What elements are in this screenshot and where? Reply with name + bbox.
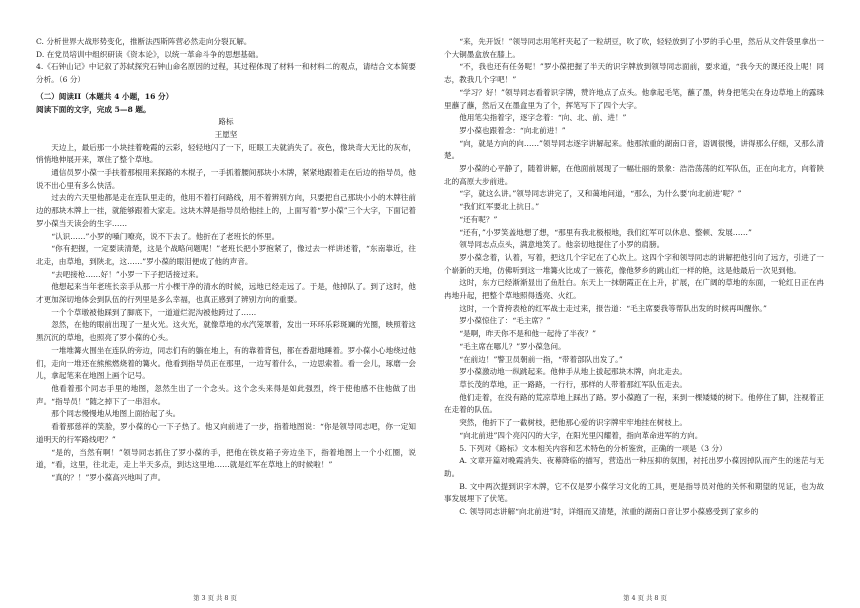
- story-paragraph: 这时，一个背挎表枪的红军战士走过来，报告道：“毛主席要我等帮队出发的时候再叫醒你。”: [459, 303, 767, 313]
- story-paragraph: 他用笔尖指着字，逐字念着：“向、北、前、进！”: [459, 113, 627, 123]
- question-option: D. 在党员培训中组织研读《资本论》，以统一革命斗争的思想基础。: [36, 49, 264, 59]
- story-paragraph: “毛主席在哪儿？”罗小葆急问。: [459, 341, 566, 351]
- story-paragraph: “字，就这么讲。”领导同志讲完了，又和蔼地问道，“那么，为什么要‘向北前进’呢？”: [459, 189, 742, 199]
- story-paragraph: “在前边！”警卫员朝前一指，“带着部队出发了。”: [459, 354, 623, 364]
- story-paragraph: A. 文章开篇对晚霞消失、夜幕降临的描写，营造出一种压抑的氛围，衬托出罗小葆因掉队而产生的迷茫与无助。: [444, 456, 824, 478]
- story-paragraph: 这时，东方已经渐渐显出了鱼肚白。东天上一抹朝霞正在上升，扩展，在广阔的草地的东面，一轮红日正在冉冉地升起，把整个草地照得透亮、火红。: [444, 278, 824, 301]
- story-paragraph: 5. 下列对《路标》文本相关内容和艺术特色的分析鉴赏，正确的一项是（3 分）: [459, 443, 727, 453]
- story-body-left: [36, 142, 416, 485]
- story-body-right: [444, 36, 824, 519]
- story-paragraph: 天边上，最后那一小块挂着晚霞的云彩，轻轻地闪了一下，旺眼工夫就消失了。夜色，像块奇大无比的灰布，悄悄地伸展开来，罩住了整个草地。: [36, 142, 416, 165]
- story-paragraph: 一堆堆篝火围坐在连队的旁边，同志们有的躺在地上，有的靠着背包，都在香甜地睡着。罗小葆小心地绕过他们，走向一堆还在熊熊燃烧着的篝火。他看到指导员正在那里，一边写着什么，一边思索着。看一会儿，琢磨一会儿，拿起笔来在地图上画个记号。: [36, 345, 416, 381]
- story-paragraph: 草长茂的草地，正一路路，一行行，那样的人带着那红军队伍走去。: [459, 379, 687, 389]
- page-footer-right: 第 4 页 共 8 页: [623, 594, 667, 602]
- story-paragraph: “还有，”小罗笑盖地想了想，“那里有我北极根地，我们红军可以休息、整顿、发展……”: [459, 227, 752, 237]
- story-paragraph: 罗小葆惊住了：“毛主席？”: [459, 316, 551, 326]
- story-title: 路标: [218, 117, 234, 127]
- story-paragraph: “学习？好！”领导同志看着识字牌，赞许地点了点头。他拿起毛笔，蘸了墨，转身把笔尖在身边草地上的露珠里蘸了蘸，然后又在墨盒里为了个，挥笔写下了四个大字。: [444, 87, 824, 110]
- right-page: [430, 0, 860, 608]
- story-paragraph: B. 文中两次提到识字木牌，它不仅是罗小葆学习文化的工具，更是指导员对他的关怀和期望的见证，也为故事发展埋下了伏笔。: [444, 481, 824, 504]
- story-paragraph: “向，就是方向的向……”领导同志逐字讲解起来。他那浓重的湖南口音，语调很慢，讲得那么仔细，又那么清楚。: [444, 138, 824, 161]
- story-paragraph: “真的？！”罗小葆高兴地叫了声。: [51, 472, 166, 482]
- story-paragraph: 领导同志点点头，满意地笑了。他亲切地提住了小罗的肩膀。: [459, 240, 665, 250]
- story-paragraph: 他看着那个同志手里的地图，忽然生出了一个念头。这个念头来得是如此强烈，终于使他感不住他做了出声。“指导员！”随之掉下了一串泪水。: [36, 383, 416, 406]
- story-paragraph: 忽然，在他的眼前出现了一星火光。这火光，就像草地的水汽笼罩着，发出一环环乐彩斑斓的光圈，映照着这黑沉沉的草地，也照亮了罗小葆的心头。: [36, 320, 416, 343]
- story-paragraph: C. 领导同志讲解“向北前进”时，详细而又清楚，浓重的湖南口音让罗小葆感受到了家乡的: [459, 507, 759, 517]
- section-heading: （二）阅读II（本题共 4 小题，16 分）: [36, 91, 174, 101]
- story-paragraph: 突然，他折下了一截树枝，把他那心爱的识字牌牢牢地挂在树枝上。: [459, 418, 687, 428]
- story-paragraph: 他想起来当年老班长亲手从那一片小棵干净的清水的时候，远地已经走远了。于是，他掉队了。到了这时，他才更加深切地体会到队伍的行列里是多么幸福，也真正感到了辨别方向的重要。: [36, 282, 416, 305]
- story-paragraph: 过去的六天里他都是走在连队里走的，他用不着打问路线，用不着辨别方向，只要把自己那块小小的木牌往前边的那块木牌上一挂，就能够跟着大家走。这块木牌是指导员给他挂上的，上面写着“罗小葆”三个大字，下面记着罗小葆当天读会的生字……: [36, 193, 416, 228]
- story-paragraph: 通信员罗小葆一手扶着那根用来探路的木棍子，一手抓着腰间那块小木牌，紧紧地跟着走在后边的指导员，他说不出心里有多么快活。: [36, 168, 416, 190]
- story-paragraph: “来，先开饭！”领导同志用笔杆夹起了一粒胡豆，吹了吹，轻轻放到了小罗的手心里，然后从文件袋里拿出一个大铜墨盒放在膝上。: [444, 37, 824, 59]
- story-author: 王愿坚: [214, 129, 238, 139]
- story-paragraph: 罗小葆念着，认着，写着，把这几个字记在了心坎上。这四个字和领导同志的讲解把他引向了远方，引进了一个崭新的天地，仿佛听到这一堆篝火比成了一簇花，像他梦乡的跳山红一样的艳，这是他最后一次见到他。: [444, 252, 824, 275]
- story-paragraph: 他们走着，在没有路的荒凉草地上踩出了路。罗小葆跑了一程，来到一棵矮矮的树下。他停住了脚，注视着正在走着的队伍。: [444, 392, 824, 415]
- question-option: 4.《石钟山记》中记叙了苏轼探究石钟山命名原因的过程，其过程体现了材料一和材料二的观点，请结合文本简要分析。（6 分）: [36, 62, 416, 85]
- reading-instruction: 阅读下面的文字，完成 5—8 题。: [36, 104, 151, 114]
- story-paragraph: “去吧接枪……好！”小罗一下子把话接过来。: [51, 269, 204, 279]
- story-paragraph: “还有呢？”: [459, 214, 498, 224]
- story-paragraph: “我们红军要北上抗日。”: [459, 202, 540, 212]
- story-paragraph: 一个个草墩被他踩到了脚底下，一道道烂泥沟被他跨过了……: [51, 307, 257, 317]
- story-paragraph: 罗小葆激动地一纵跳起来。他伸手从地上拔起那块木牌，向北走去。: [459, 367, 687, 377]
- story-paragraph: 罗小葆的心平静了，随着讲解，在他面前展现了一幅壮丽的景象：浩浩荡荡的红军队伍，正在向北方，向着陕北的高原大步前进。: [444, 164, 824, 186]
- page-footer-left: 第 3 页 共 8 页: [193, 594, 237, 602]
- story-paragraph: 那个同志慢慢地从地图上面抬起了头。: [51, 409, 181, 419]
- story-paragraph: “认识……”小罗的嗓门嘹亮，说不下去了。他折在了老班长的怀里。: [51, 231, 280, 241]
- story-paragraph: “你有把握，一定要读清楚，这是个战略问题呢！”老班长把小罗抱紧了，像过去一样讲述着，“东南靠近，往北走，由草地，到陕北，这……”罗小葆的眼泪便成了他的声音。: [36, 244, 416, 266]
- story-paragraph: “向北前进”四个亮闪闪的大字，在阳光里闪耀着，指向革命进军的方向。: [459, 430, 703, 440]
- story-paragraph: 罗小葆也跟着念：“向北前进！”: [459, 125, 566, 135]
- question-options: [36, 36, 416, 87]
- story-paragraph: 看着那慈祥的笑脸，罗小葆的心一下子热了。他又向前进了一步，指着地图说：“你是领导同志吧，你一定知道明天的行军路线吧？”: [36, 422, 416, 444]
- story-paragraph: “是啊，昨天你不是和他一起待了半夜？”: [459, 329, 597, 339]
- story-paragraph: “不，我也还有任务呢！”罗小葆把握了半天的识字牌放到领导同志面前，要求道，“我今天的课还没上呢！同志，教我几个字吧！”: [444, 62, 824, 85]
- story-paragraph: “是的，当然有啊！”领导同志抓住了罗小葆的手，把他在铁皮箱子旁边坐下，指着地图上一个小红圈，说道，“看，这里，往北走，走上半天多点，到达这里地……就是红军在草地上的时候啦！”: [36, 447, 416, 470]
- question-option: C. 分析世界大战形势变化，推断法西斯阵营必然走向分裂瓦解。: [36, 37, 252, 46]
